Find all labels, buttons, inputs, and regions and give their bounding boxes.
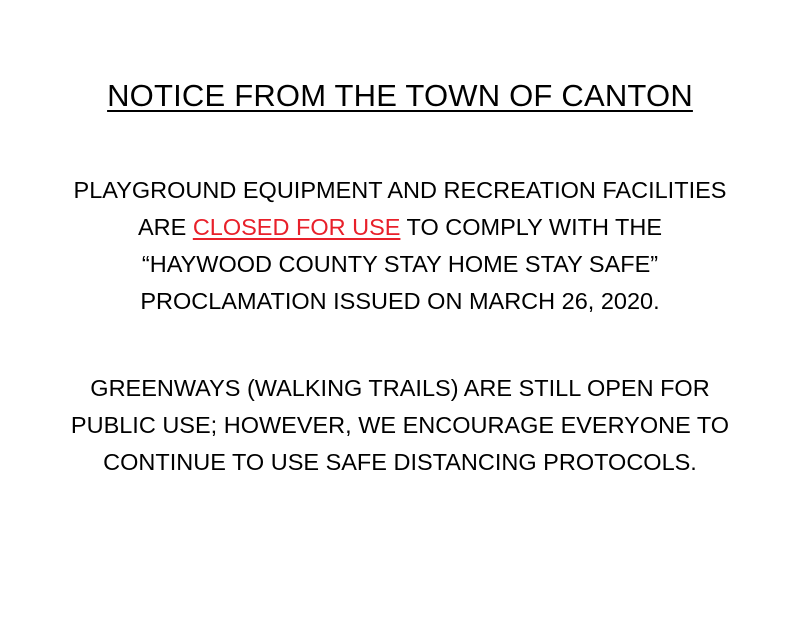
greenways-line-2: PUBLIC USE; HOWEVER, WE ENCOURAGE EVERYONE TO: [70, 412, 730, 438]
closure-line-4: PROCLAMATION ISSUED ON MARCH 26, 2020.: [140, 288, 660, 314]
greenways-line-1: GREENWAYS (WALKING TRAILS) ARE STILL OPEN FOR: [90, 375, 710, 401]
closure-paragraph: [0, 172, 800, 320]
closure-line-3: “HAYWOOD COUNTY STAY HOME STAY SAFE”: [141, 251, 659, 277]
notice-title: NOTICE FROM THE TOWN OF CANTON: [107, 78, 693, 113]
closure-line-1: PLAYGROUND EQUIPMENT AND RECREATION FACILITIES: [73, 177, 727, 203]
greenways-paragraph: [0, 370, 800, 481]
closure-line-2: [0, 209, 800, 246]
closure-line-2-after: TO COMPLY WITH THE: [400, 214, 663, 240]
greenways-line-3: CONTINUE TO USE SAFE DISTANCING PROTOCOLS.: [103, 449, 697, 475]
closure-line-2-before: ARE: [137, 214, 193, 240]
closed-for-use-highlight: CLOSED FOR USE: [192, 214, 401, 240]
